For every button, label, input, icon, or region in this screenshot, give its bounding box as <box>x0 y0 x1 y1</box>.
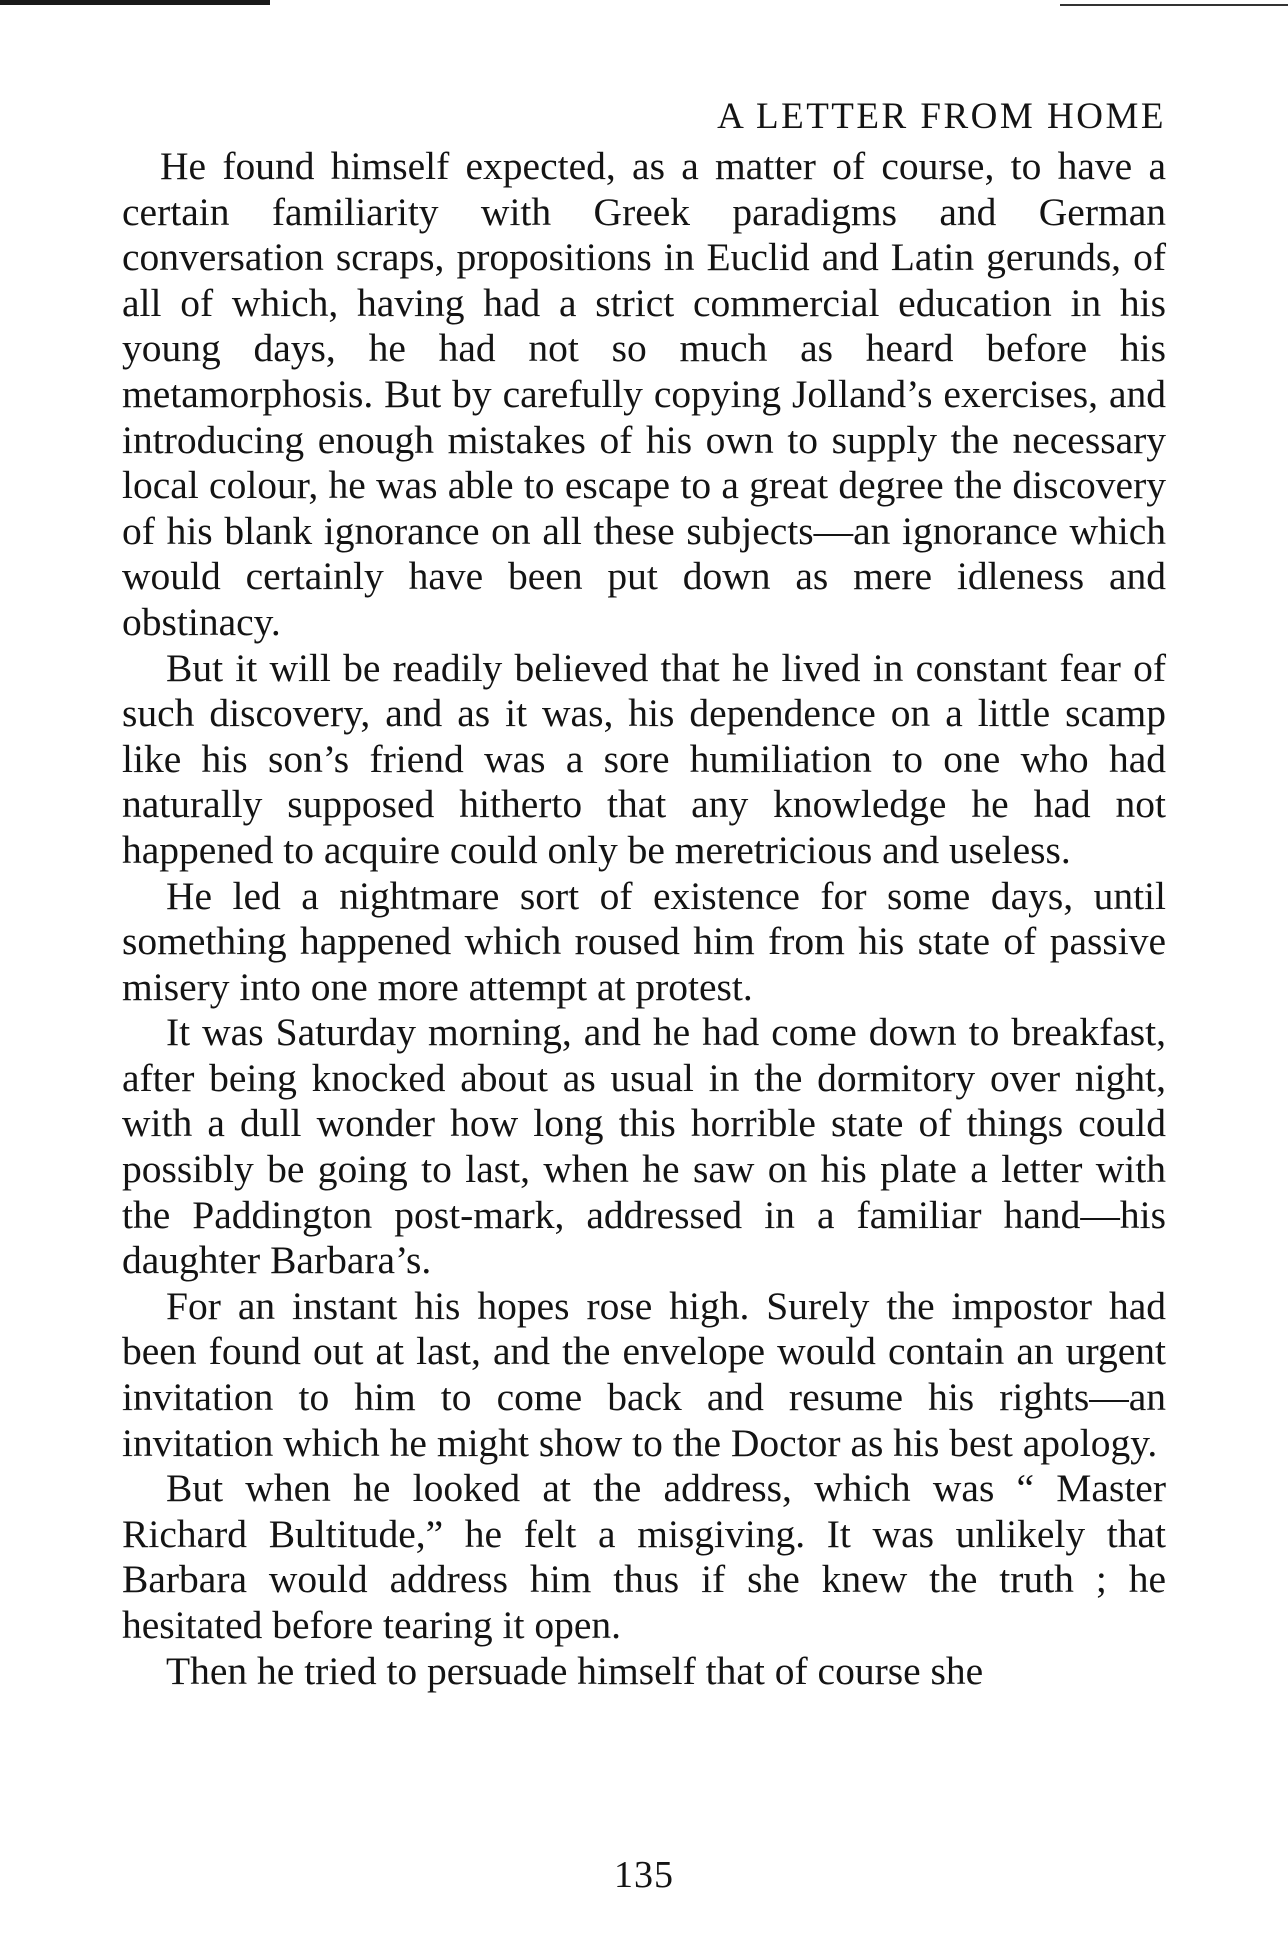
paragraph: It was Saturday morning, and he had come down to breakfast, after being knocked about as usual in the dormitory over night, with a dull wonder how long this horrible state of things could possibly be going to last, when he saw on his plate a letter with the Paddington post-mark, addressed in a familiar hand—his daughter Barbara’s. <box>122 1010 1166 1283</box>
paragraph: He found himself expected, as a matter of course, to have a certain familiarity with Greek paradigms and German conversation scraps, propositions in Euclid and Latin gerunds, of all of which, having had a strict commercial education in his young days, he had not so much as heard before his metamorphosis. But by carefully copying Jolland’s exercises, and introducing enough mistakes of his own to supply the necessary local colour, he was able to escape to a great degree the discovery of his blank ignorance on all these subjects—an ignorance which would certainly have been put down as mere idleness and obstinacy. <box>122 144 1166 644</box>
running-head: A LETTER FROM HOME <box>717 96 1166 137</box>
paragraph: But it will be readily believed that he lived in constant fear of such discovery, and as it was, his dependence on a little scamp like his son’s friend was a sore humiliation to one who had naturally supposed hitherto that any knowledge he had not happened to acquire could only be meretricious and useless. <box>122 645 1166 872</box>
paragraph: Then he tried to persuade himself that of course she <box>166 1648 984 1693</box>
paragraph: He led a nightmare sort of existence for some days, until something happened which roused him from his state of passive misery into one more attempt at protest. <box>122 873 1166 1009</box>
body-text <box>122 144 1166 1694</box>
paragraph: But when he looked at the address, which was “ Master Richard Bultitude,” he felt a misgiving. It was unlikely that Barbara would address him thus if she knew the truth ; he hesitated before tearing it open. <box>122 1466 1166 1647</box>
page-number: 135 <box>614 1854 674 1896</box>
top-left-rule <box>0 0 270 5</box>
book-page <box>122 92 1166 1694</box>
top-right-rule <box>1060 4 1288 6</box>
paragraph: For an instant his hopes rose high. Surely the impostor had been found out at last, and the envelope would contain an urgent invitation to him to come back and resume his rights—an invitation which he might show to the Doctor as his best apology. <box>122 1283 1166 1465</box>
